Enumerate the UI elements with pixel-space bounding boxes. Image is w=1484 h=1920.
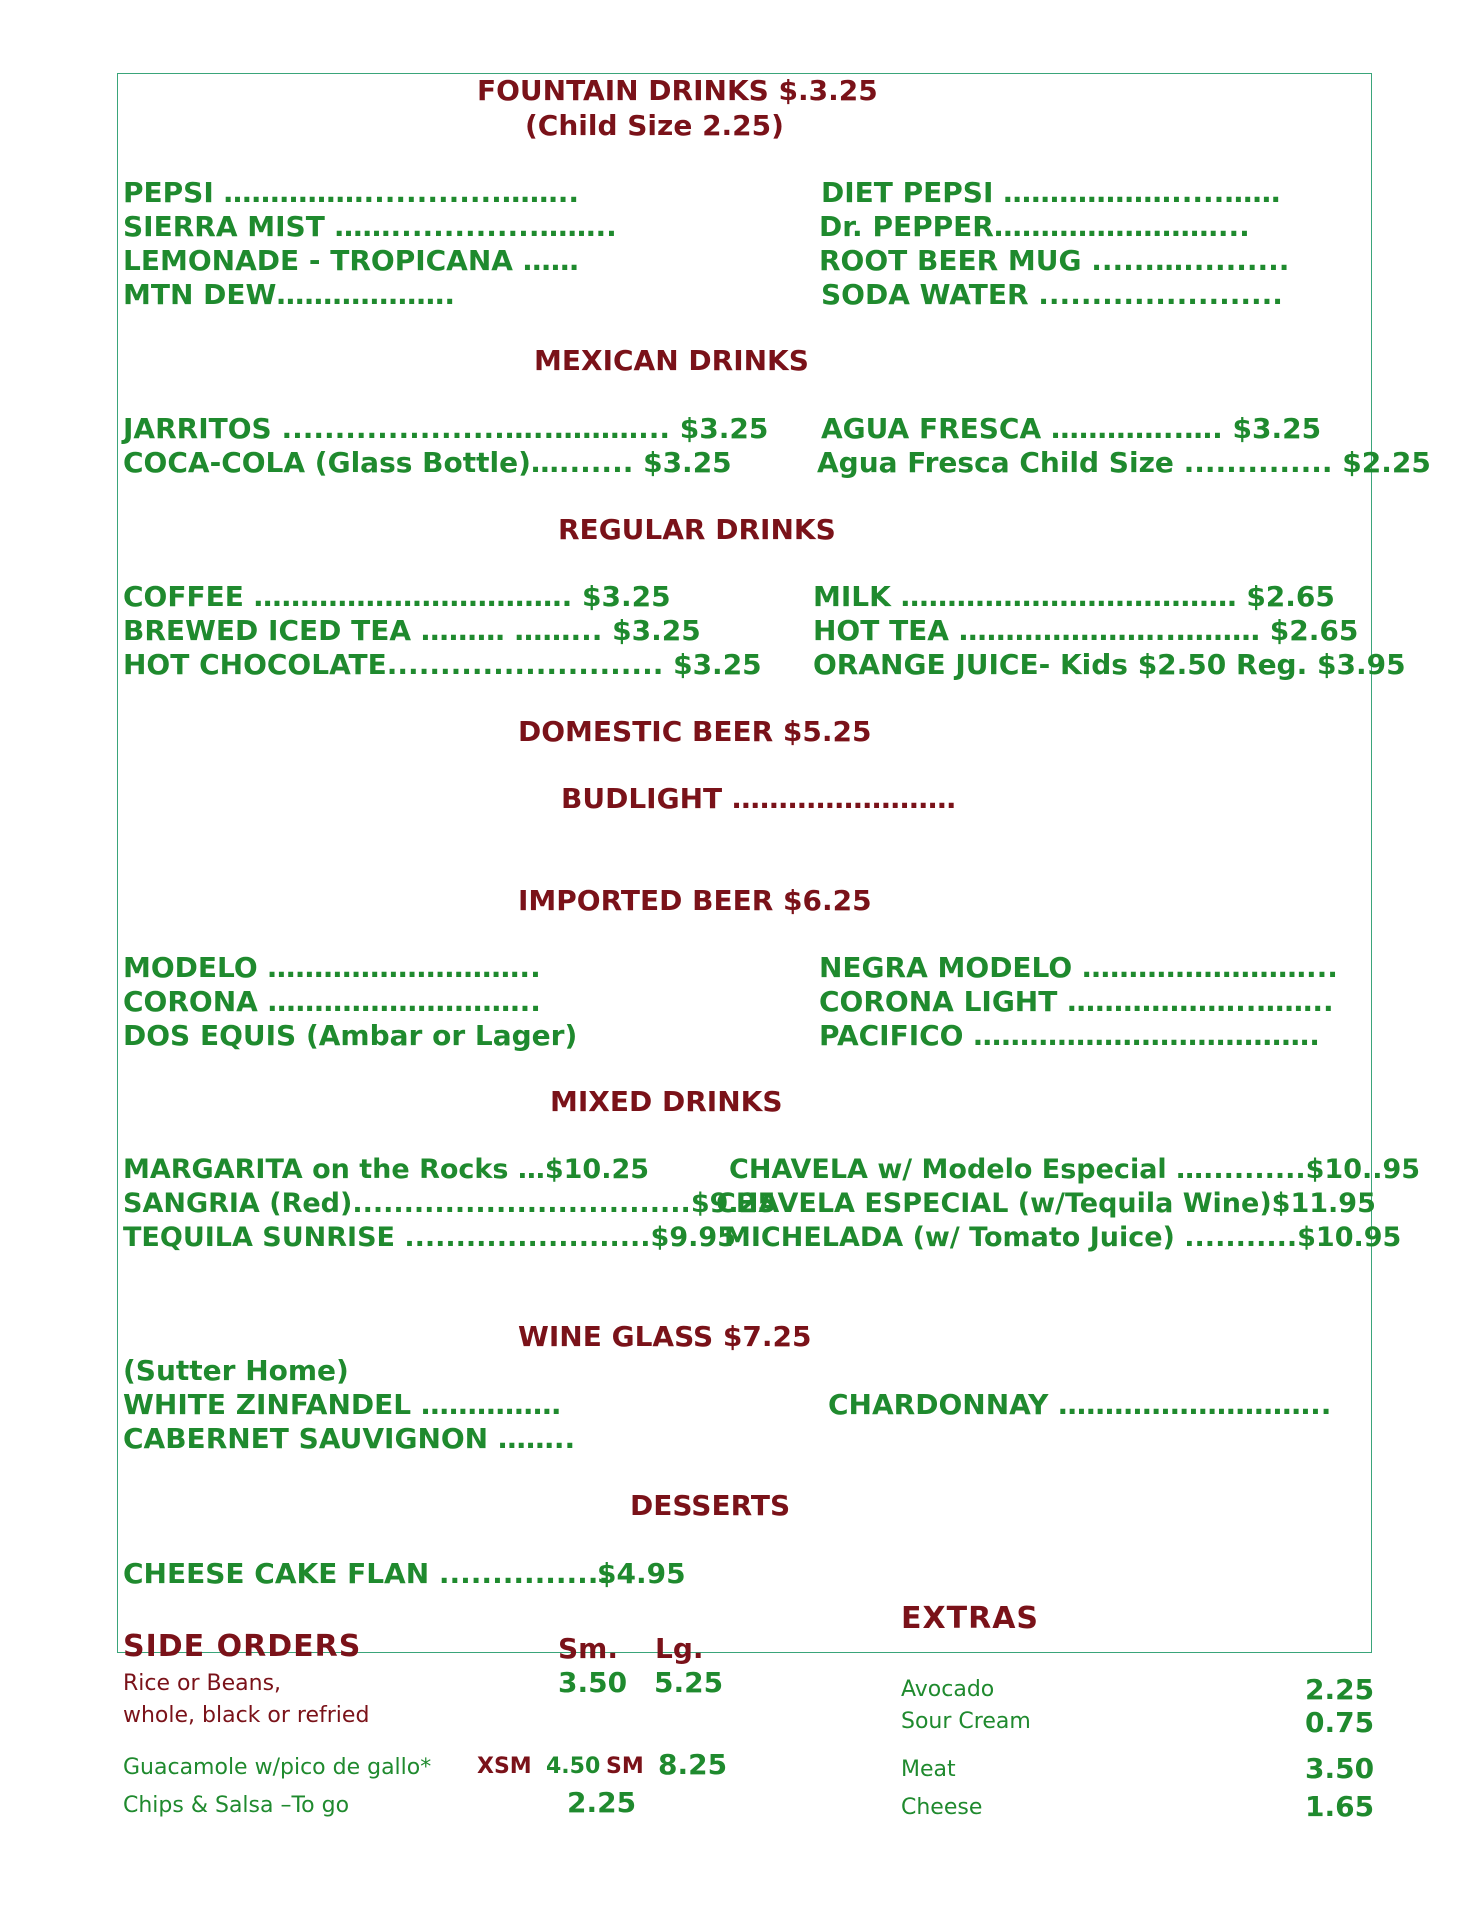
- col-lg-header: Lg.: [655, 1632, 704, 1665]
- menu-item: BREWED ICED TEA ……… ……... $3.25: [123, 614, 701, 647]
- col-sm-header: Sm.: [558, 1632, 618, 1665]
- extras-item: Sour Cream: [901, 1709, 1031, 1734]
- side-item-guac: Guacamole w/pico de gallo*: [123, 1755, 432, 1780]
- domestic-title: DOMESTIC BEER $5.25: [518, 715, 872, 748]
- wine-title: WINE GLASS $7.25: [518, 1320, 812, 1353]
- side-item-chips: Chips & Salsa –To go: [123, 1793, 350, 1818]
- extras-title: EXTRAS: [901, 1601, 1040, 1636]
- menu-item: SIERRA MIST ……..............……..: [123, 210, 617, 243]
- imported-title: IMPORTED BEER $6.25: [518, 884, 872, 917]
- menu-item: DIET PEPSI ……………….....……: [821, 176, 1281, 209]
- side-price: 5.25: [654, 1666, 724, 1699]
- menu-item: CABERNET SAUVIGNON ……..: [123, 1422, 576, 1455]
- fountain-subtitle: (Child Size 2.25): [525, 109, 784, 142]
- menu-item: ORANGE JUICE- Kids $2.50 Reg. $3.95: [813, 648, 1406, 681]
- menu-item: MODELO ………………………..: [123, 951, 541, 984]
- menu-item-price: $4.95: [597, 1557, 686, 1590]
- extras-item: Avocado: [901, 1677, 995, 1702]
- menu-item: CHAVELA w/ Modelo Especial …..........$10..95: [729, 1154, 1421, 1185]
- menu-item: MICHELADA (w/ Tomato Juice) ...........$10.95: [724, 1222, 1402, 1253]
- side-price: 3.50: [558, 1666, 628, 1699]
- menu-item: SODA WATER .......................: [821, 278, 1283, 311]
- side-price: 2.25: [567, 1786, 637, 1819]
- size-label: XSM: [477, 1754, 532, 1779]
- menu-item: CHARDONNAY ………………………..: [828, 1388, 1332, 1421]
- menu-item: MARGARITA on the Rocks …$10.25: [123, 1154, 650, 1185]
- extras-price: 2.25: [1305, 1673, 1375, 1706]
- menu-item: CHEESE CAKE FLAN ................: [123, 1557, 610, 1590]
- menu-item: ROOT BEER MUG ......…..........: [819, 244, 1290, 277]
- menu-item: JARRITOS .....................…..………... $3.25: [123, 412, 769, 445]
- menu-item: Dr. PEPPER……………………...: [819, 210, 1250, 243]
- menu-item: HOT TEA …………………..……… $2.65: [813, 614, 1359, 647]
- menu-item: COCA-COLA (Glass Bottle)…....... $3.25: [123, 446, 732, 479]
- extras-price: 3.50: [1305, 1752, 1375, 1785]
- menu-item: WHITE ZINFANDEL ……………: [123, 1388, 561, 1421]
- menu-item: CORONA ………………………..: [123, 985, 541, 1018]
- menu-item: HOT CHOCOLATE.......................... $3.25: [123, 648, 762, 681]
- extras-item: Cheese: [901, 1795, 983, 1820]
- side-price: 4.50: [546, 1754, 601, 1779]
- menu-item: MILK ……………………………… $2.65: [813, 580, 1335, 613]
- extras-price: 1.65: [1305, 1790, 1375, 1823]
- menu-item: CHAVELA ESPECIAL (w/Tequila Wine)$11.95: [716, 1188, 1376, 1219]
- menu-item: PACIFICO ……………………………….: [819, 1019, 1320, 1052]
- menu-item: SANGRIA (Red).................................$9.25: [123, 1188, 777, 1219]
- mexican-title: MEXICAN DRINKS: [534, 344, 809, 377]
- side-orders-title: SIDE ORDERS: [123, 1629, 362, 1664]
- side-item-rice: Rice or Beans,: [123, 1671, 282, 1696]
- wine-note: (Sutter Home): [123, 1354, 349, 1387]
- menu-item: DOS EQUIS (Ambar or Lager): [123, 1019, 578, 1052]
- menu-item: Agua Fresca Child Size .............. $2.25: [817, 446, 1431, 479]
- menu-item: AGUA FRESCA …………..…. $3.25: [821, 412, 1322, 445]
- menu-item: CORONA LIGHT ………………..……..: [819, 985, 1334, 1018]
- fountain-title: FOUNTAIN DRINKS $.3.25: [477, 74, 878, 107]
- menu-item: BUDLIGHT ……………………: [561, 782, 956, 815]
- menu-item: LEMONADE - TROPICANA ……: [123, 244, 579, 277]
- side-price: 8.25: [658, 1748, 728, 1781]
- mixed-title: MIXED DRINKS: [550, 1085, 783, 1118]
- extras-price: 0.75: [1305, 1706, 1375, 1739]
- menu-item: COFFEE ……………………………. $3.25: [123, 580, 671, 613]
- menu-item: TEQUILA SUNRISE ........................$9.95: [123, 1222, 736, 1253]
- menu-item: MTN DEW……………….: [123, 278, 456, 311]
- desserts-title: DESSERTS: [630, 1489, 791, 1522]
- side-item-rice-detail: whole, black or refried: [123, 1703, 370, 1728]
- extras-item: Meat: [901, 1757, 956, 1782]
- menu-item: NEGRA MODELO ……………………...: [819, 951, 1338, 984]
- regular-title: REGULAR DRINKS: [558, 513, 836, 546]
- menu-item: PEPSI …………….............……..: [123, 176, 580, 209]
- size-label: SM: [606, 1754, 644, 1779]
